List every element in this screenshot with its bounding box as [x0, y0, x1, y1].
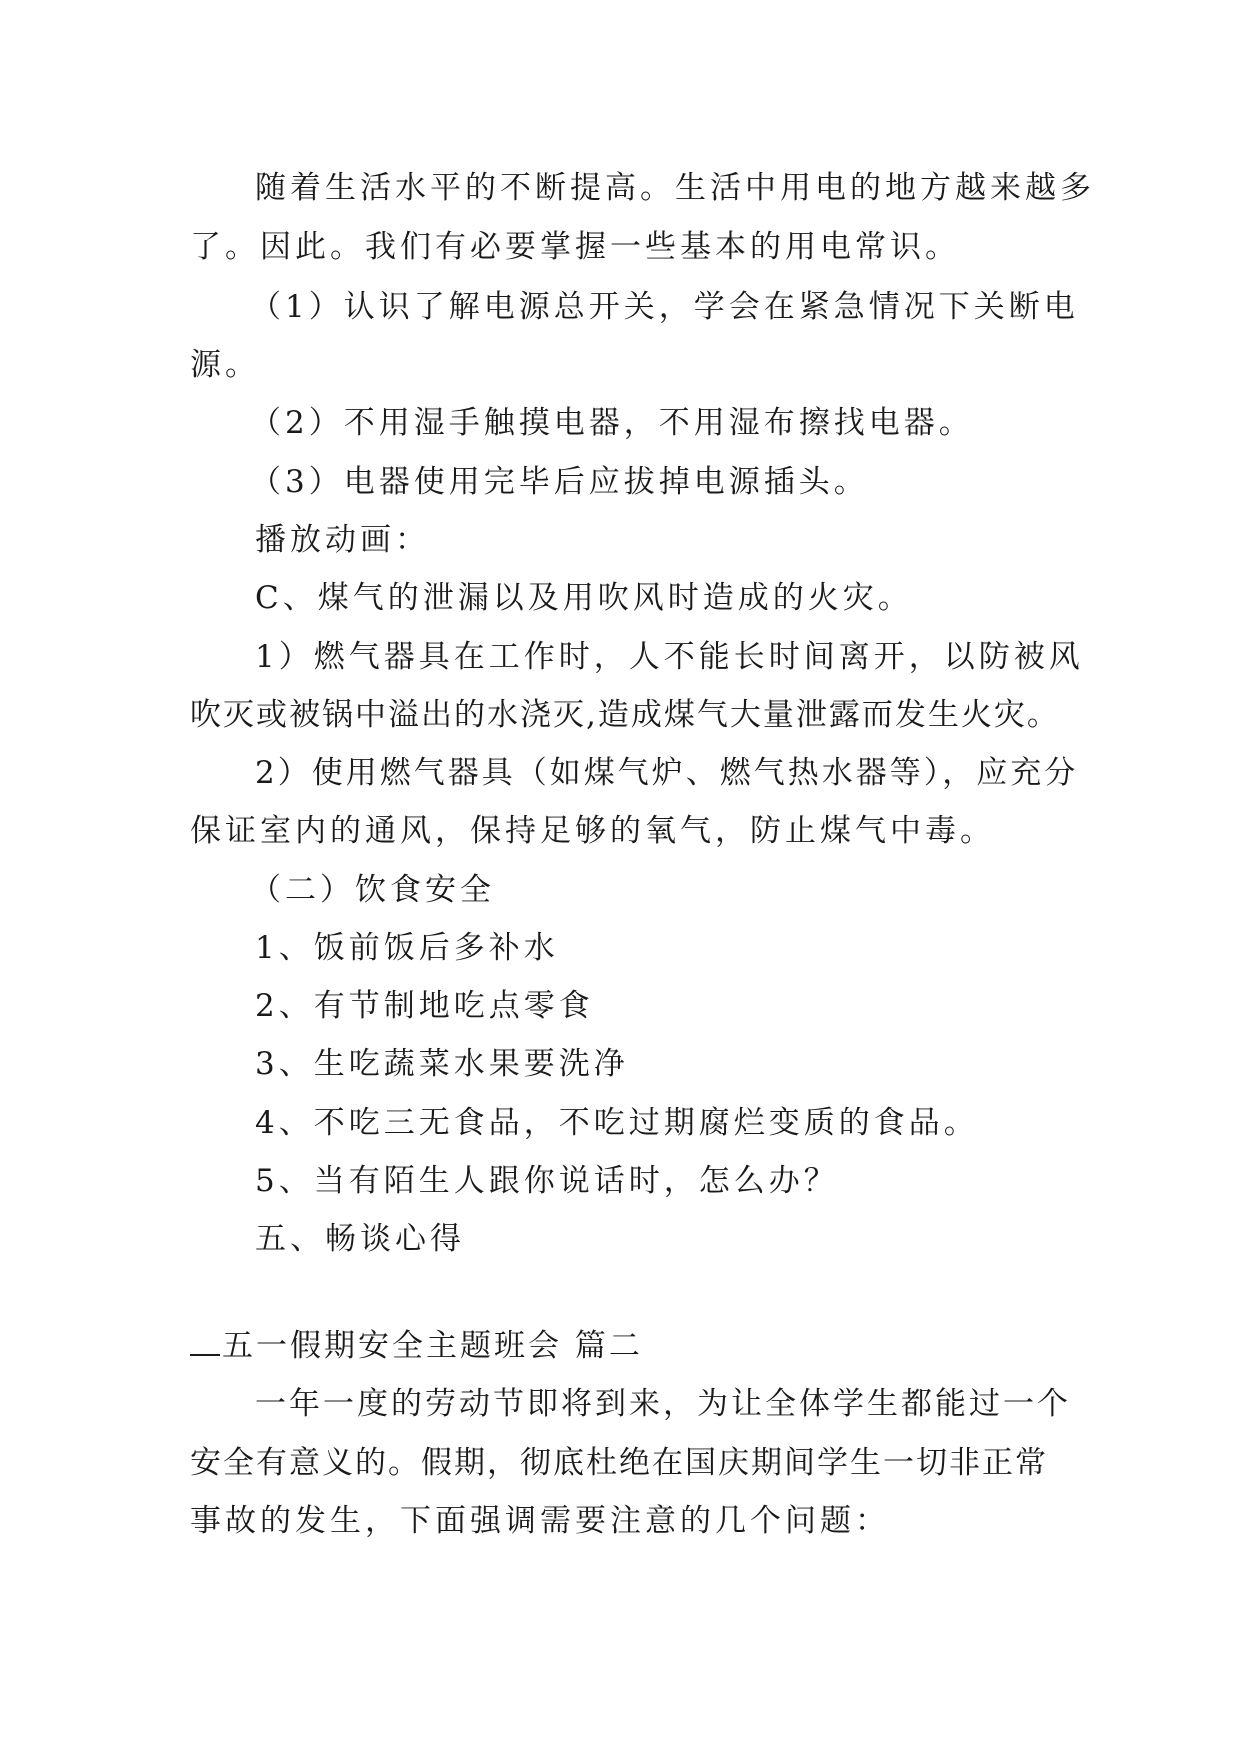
section-subheading: （二）饮食安全 [250, 872, 495, 908]
list-item: 3、生吃蔬菜水果要洗净 [255, 1046, 629, 1082]
paragraph-line: 了。因此。我们有必要掌握一些基本的用电常识。 [190, 229, 960, 265]
paragraph-line: 播放动画： [255, 522, 430, 558]
paragraph-line: 安全有意义的。假期，彻底杜绝在国庆期间学生一切非正常 [190, 1445, 1048, 1481]
paragraph-line: （2）不用湿手触摸电器，不用湿布擦找电器。 [250, 405, 974, 441]
paragraph-line: 2）使用燃气器具（如煤气炉、燃气热水器等），应充分 [255, 755, 1079, 791]
paragraph-line: C、煤气的泄漏以及用吹风时造成的火灾。 [255, 580, 913, 616]
list-item: 4、不吃三无食品，不吃过期腐烂变质的食品。 [255, 1105, 979, 1141]
paragraph-line: 吹灭或被锅中溢出的水浇灭,造成煤气大量泄露而发生火灾。 [190, 697, 1060, 733]
paragraph-line: （1）认识了解电源总开关，学会在紧急情况下关断电 [250, 289, 1079, 325]
list-item: 2、有节制地吃点零食 [255, 988, 594, 1024]
paragraph-line: 事故的发生，下面强调需要注意的几个问题： [190, 1503, 890, 1539]
heading-underline [190, 1326, 220, 1356]
section-heading [190, 1326, 643, 1366]
list-item: 1、饭前饭后多补水 [255, 930, 559, 966]
paragraph-line: 一年一度的劳动节即将到来，为让全体学生都能过一个 [255, 1386, 1071, 1422]
paragraph-line: 随着生活水平的不断提高。生活中用电的地方越来越多 [255, 170, 1095, 206]
paragraph-line: 源。 [190, 347, 260, 383]
paragraph-line: 保证室内的通风，保持足够的氧气，防止煤气中毒。 [190, 813, 995, 849]
list-item: 5、当有陌生人跟你说话时，怎么办？ [255, 1163, 839, 1199]
section-heading-text: 五一假期安全主题班会 篇二 [222, 1328, 643, 1364]
section-subheading: 五、畅谈心得 [255, 1221, 465, 1257]
paragraph-line: （3）电器使用完毕后应拔掉电源插头。 [250, 464, 869, 500]
paragraph-line: 1）燃气器具在工作时，人不能长时间离开，以防被风 [255, 639, 1084, 675]
